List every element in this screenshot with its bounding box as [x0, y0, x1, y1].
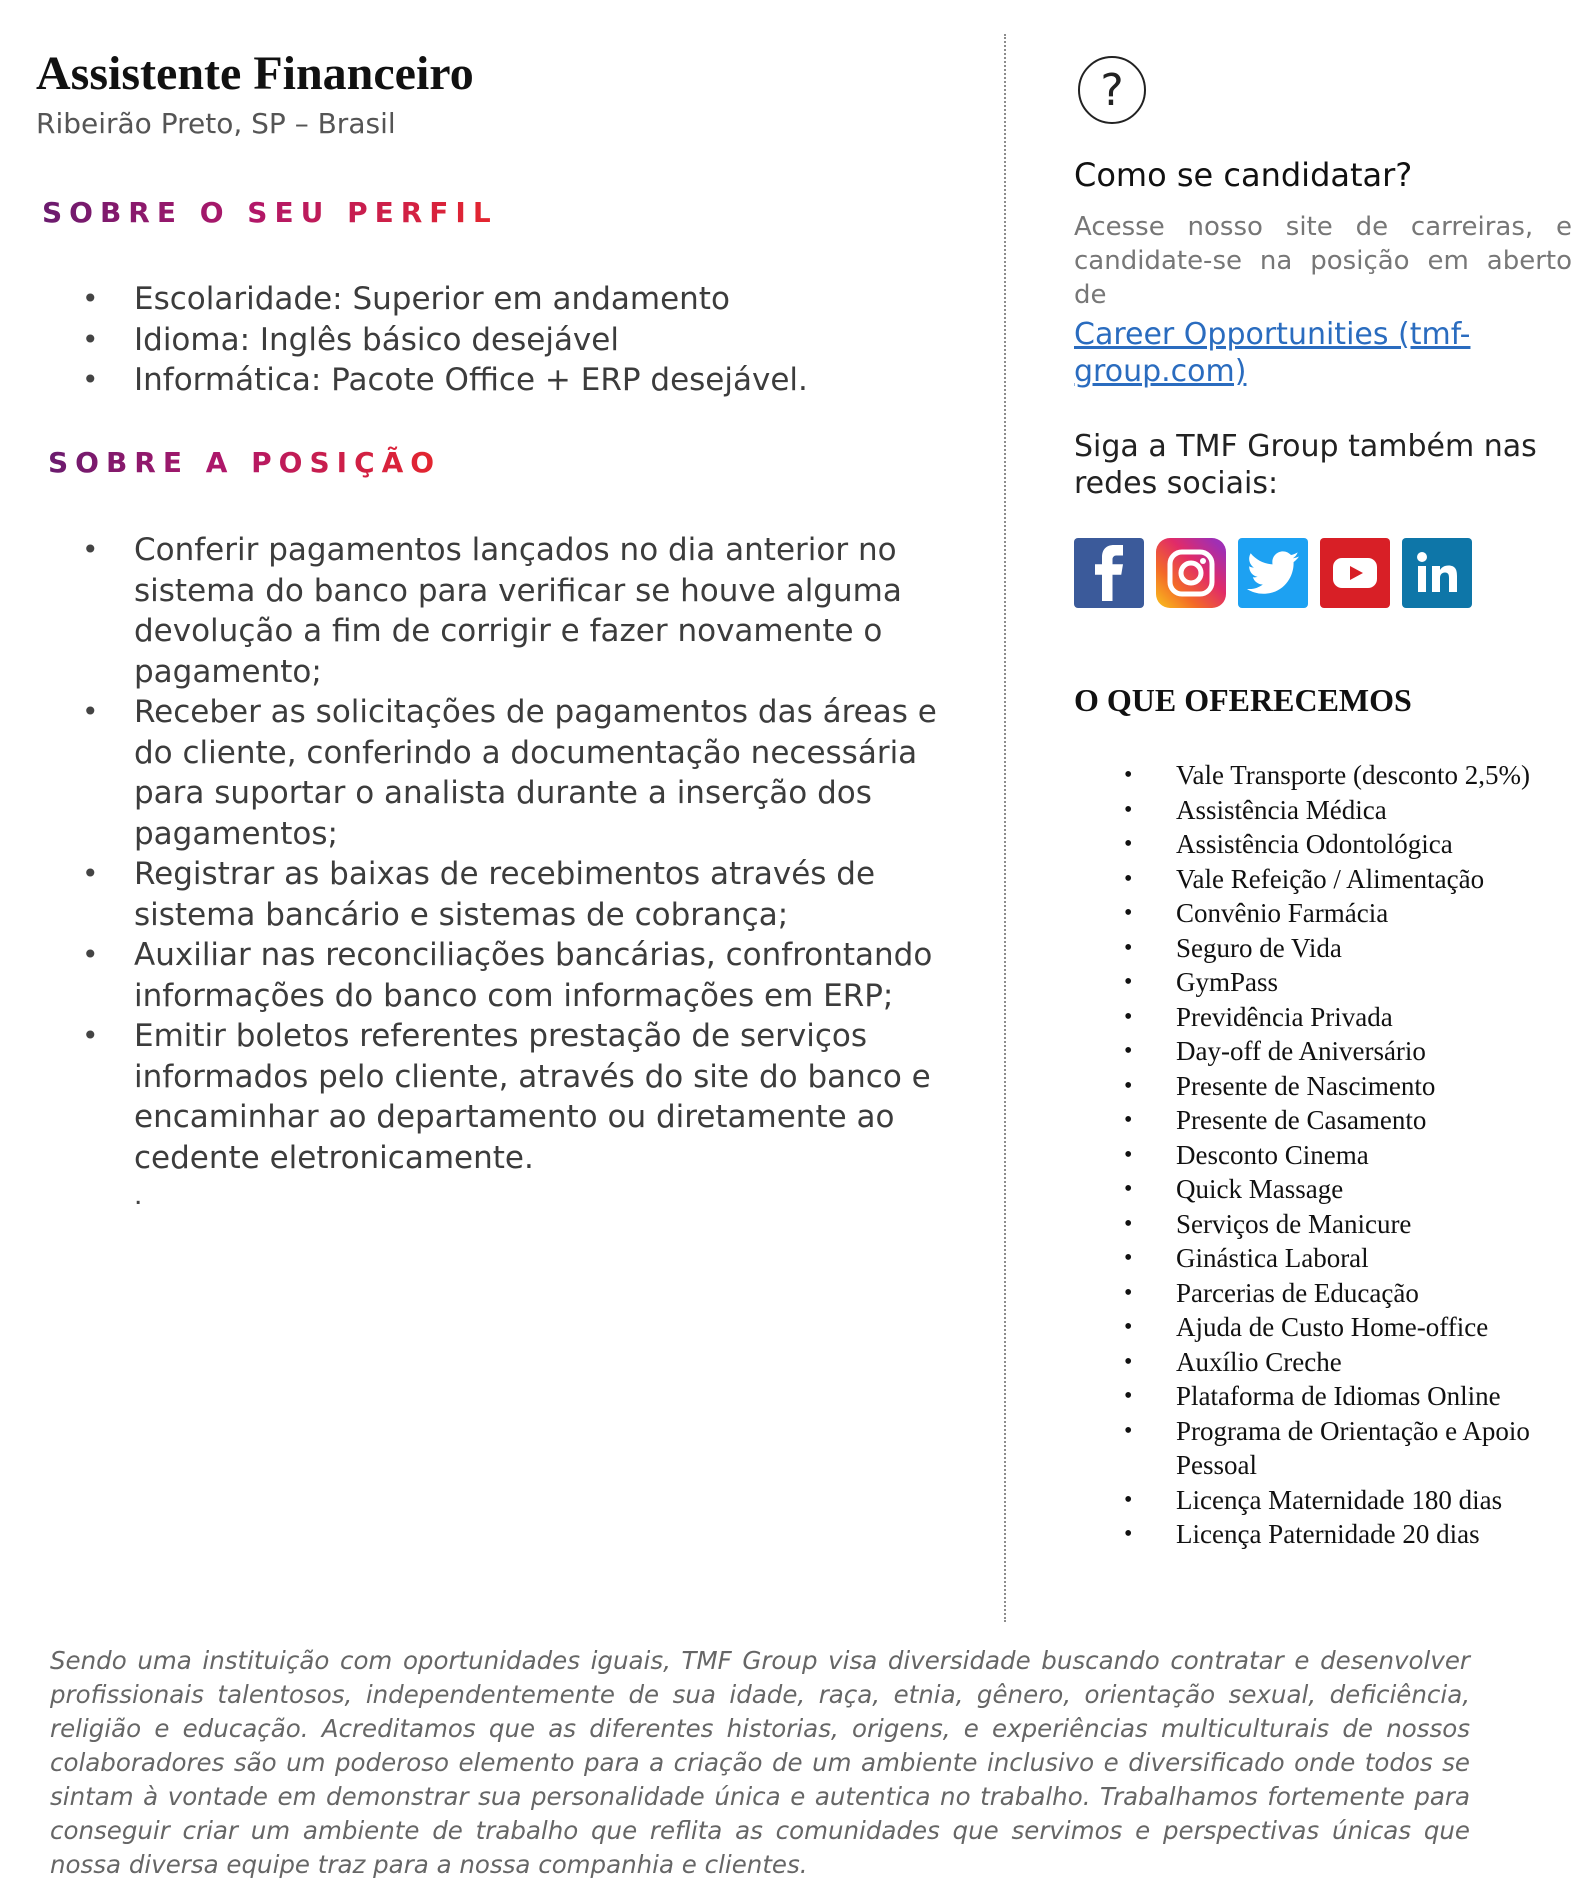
instagram-icon[interactable] [1156, 538, 1226, 608]
list-item: • Receber as solicitações de pagamentos das áreas e do cliente, conferindo a documentação necessária para suportar o analista durante a inserção dos pagamentos; [36, 692, 982, 854]
list-item: • Plataforma de Idiomas Online [1074, 1379, 1572, 1414]
list-item: • Ajuda de Custo Home-office [1074, 1310, 1572, 1345]
youtube-icon[interactable] [1320, 538, 1390, 608]
offer-heading: O QUE OFERECEMOS [1074, 682, 1412, 718]
twitter-icon[interactable] [1238, 538, 1308, 608]
follow-text: Siga a TMF Group também nas redes sociais: [1074, 429, 1537, 501]
list-item: • Seguro de Vida [1074, 931, 1572, 966]
profile-list [36, 279, 976, 401]
list-item: • Serviços de Manicure [1074, 1207, 1572, 1242]
position-list [36, 530, 982, 1178]
list-item: • Programa de Orientação e Apoio Pessoal [1074, 1414, 1572, 1483]
list-item: • Emitir boletos referentes prestação de serviços informados pelo cliente, através do site do banco e encaminhar ao departamento ou diretamente ao cedente eletronicamente. [36, 1016, 982, 1178]
facebook-icon[interactable] [1074, 538, 1144, 608]
job-location: Ribeirão Preto, SP – Brasil [36, 106, 396, 140]
list-item: • Conferir pagamentos lançados no dia anterior no sistema do banco para verificar se houve alguma devolução a fim de corrigir e fazer novamente o pagamento; [36, 530, 982, 692]
list-item: • Vale Transporte (desconto 2,5%) [1074, 758, 1572, 793]
list-item: • Parcerias de Educação [1074, 1276, 1572, 1311]
list-item: • Licença Paternidade 20 dias [1074, 1517, 1572, 1552]
job-title: Assistente Financeiro [36, 47, 474, 100]
diversity-statement: Sendo uma instituição com oportunidades iguais, TMF Group visa diversidade buscando contratar e desenvolver profissionais talentosos, independentemente de sua idade, raça, etnia, gênero, orientação sexual, deficiência, religião e educação. Acreditamos que as diferentes historias, origens, e experiências multiculturais de nossos colaboradores são um poderoso elemento para a criação de um ambiente inclusivo e diversificado onde todos se sintam à vontade em demonstrar sua personalidade única e autentica no trabalho. Trabalhamos fortemente para conseguir criar um ambiente de trabalho que reflita as comunidades que servimos e perspectivas únicas que nossa diversa equipe traz para a nossa companhia e clientes. [50, 1646, 1470, 1879]
list-item: • Previdência Privada [1074, 1000, 1572, 1035]
position-heading: SOBRE A POSIÇÃO [48, 446, 442, 479]
list-item: • Desconto Cinema [1074, 1138, 1572, 1173]
list-item: • Vale Refeição / Alimentação [1074, 862, 1572, 897]
list-item: • Presente de Casamento [1074, 1103, 1572, 1138]
apply-text: Acesse nosso site de carreiras, e candidate-se na posição em aberto de [1074, 212, 1572, 310]
list-item: • Auxiliar nas reconciliações bancárias, confrontando informações do banco com informações em ERP; [36, 935, 982, 1016]
list-item: • Presente de Nascimento [1074, 1069, 1572, 1104]
column-divider [1004, 34, 1006, 1622]
list-item: • Day-off de Aniversário [1074, 1034, 1572, 1069]
career-opportunities-link[interactable]: Career Opportunities (tmf-group.com) [1074, 317, 1471, 389]
benefits-list [1074, 758, 1572, 1552]
apply-heading: Como se candidatar? [1074, 156, 1413, 194]
list-item: • Informática: Pacote Office + ERP desejável. [36, 360, 976, 401]
trailing-dot: . [134, 1178, 143, 1211]
job-header [36, 48, 976, 140]
social-icons [1074, 538, 1472, 608]
list-item: • Assistência Odontológica [1074, 827, 1572, 862]
list-item: • Convênio Farmácia [1074, 896, 1572, 931]
list-item: • Quick Massage [1074, 1172, 1572, 1207]
list-item: • Escolaridade: Superior em andamento [36, 279, 976, 320]
list-item: • Auxílio Creche [1074, 1345, 1572, 1380]
list-item: • Licença Maternidade 180 dias [1074, 1483, 1572, 1518]
profile-heading: SOBRE O SEU PERFIL [42, 196, 498, 229]
list-item: • Registrar as baixas de recebimentos através de sistema bancário e sistemas de cobrança; [36, 854, 982, 935]
list-item: • Assistência Médica [1074, 793, 1572, 828]
list-item: • Idioma: Inglês básico desejável [36, 320, 976, 361]
list-item: • GymPass [1074, 965, 1572, 1000]
question-circle-icon: ? [1078, 56, 1146, 124]
linkedin-icon[interactable] [1402, 538, 1472, 608]
list-item: • Ginástica Laboral [1074, 1241, 1572, 1276]
